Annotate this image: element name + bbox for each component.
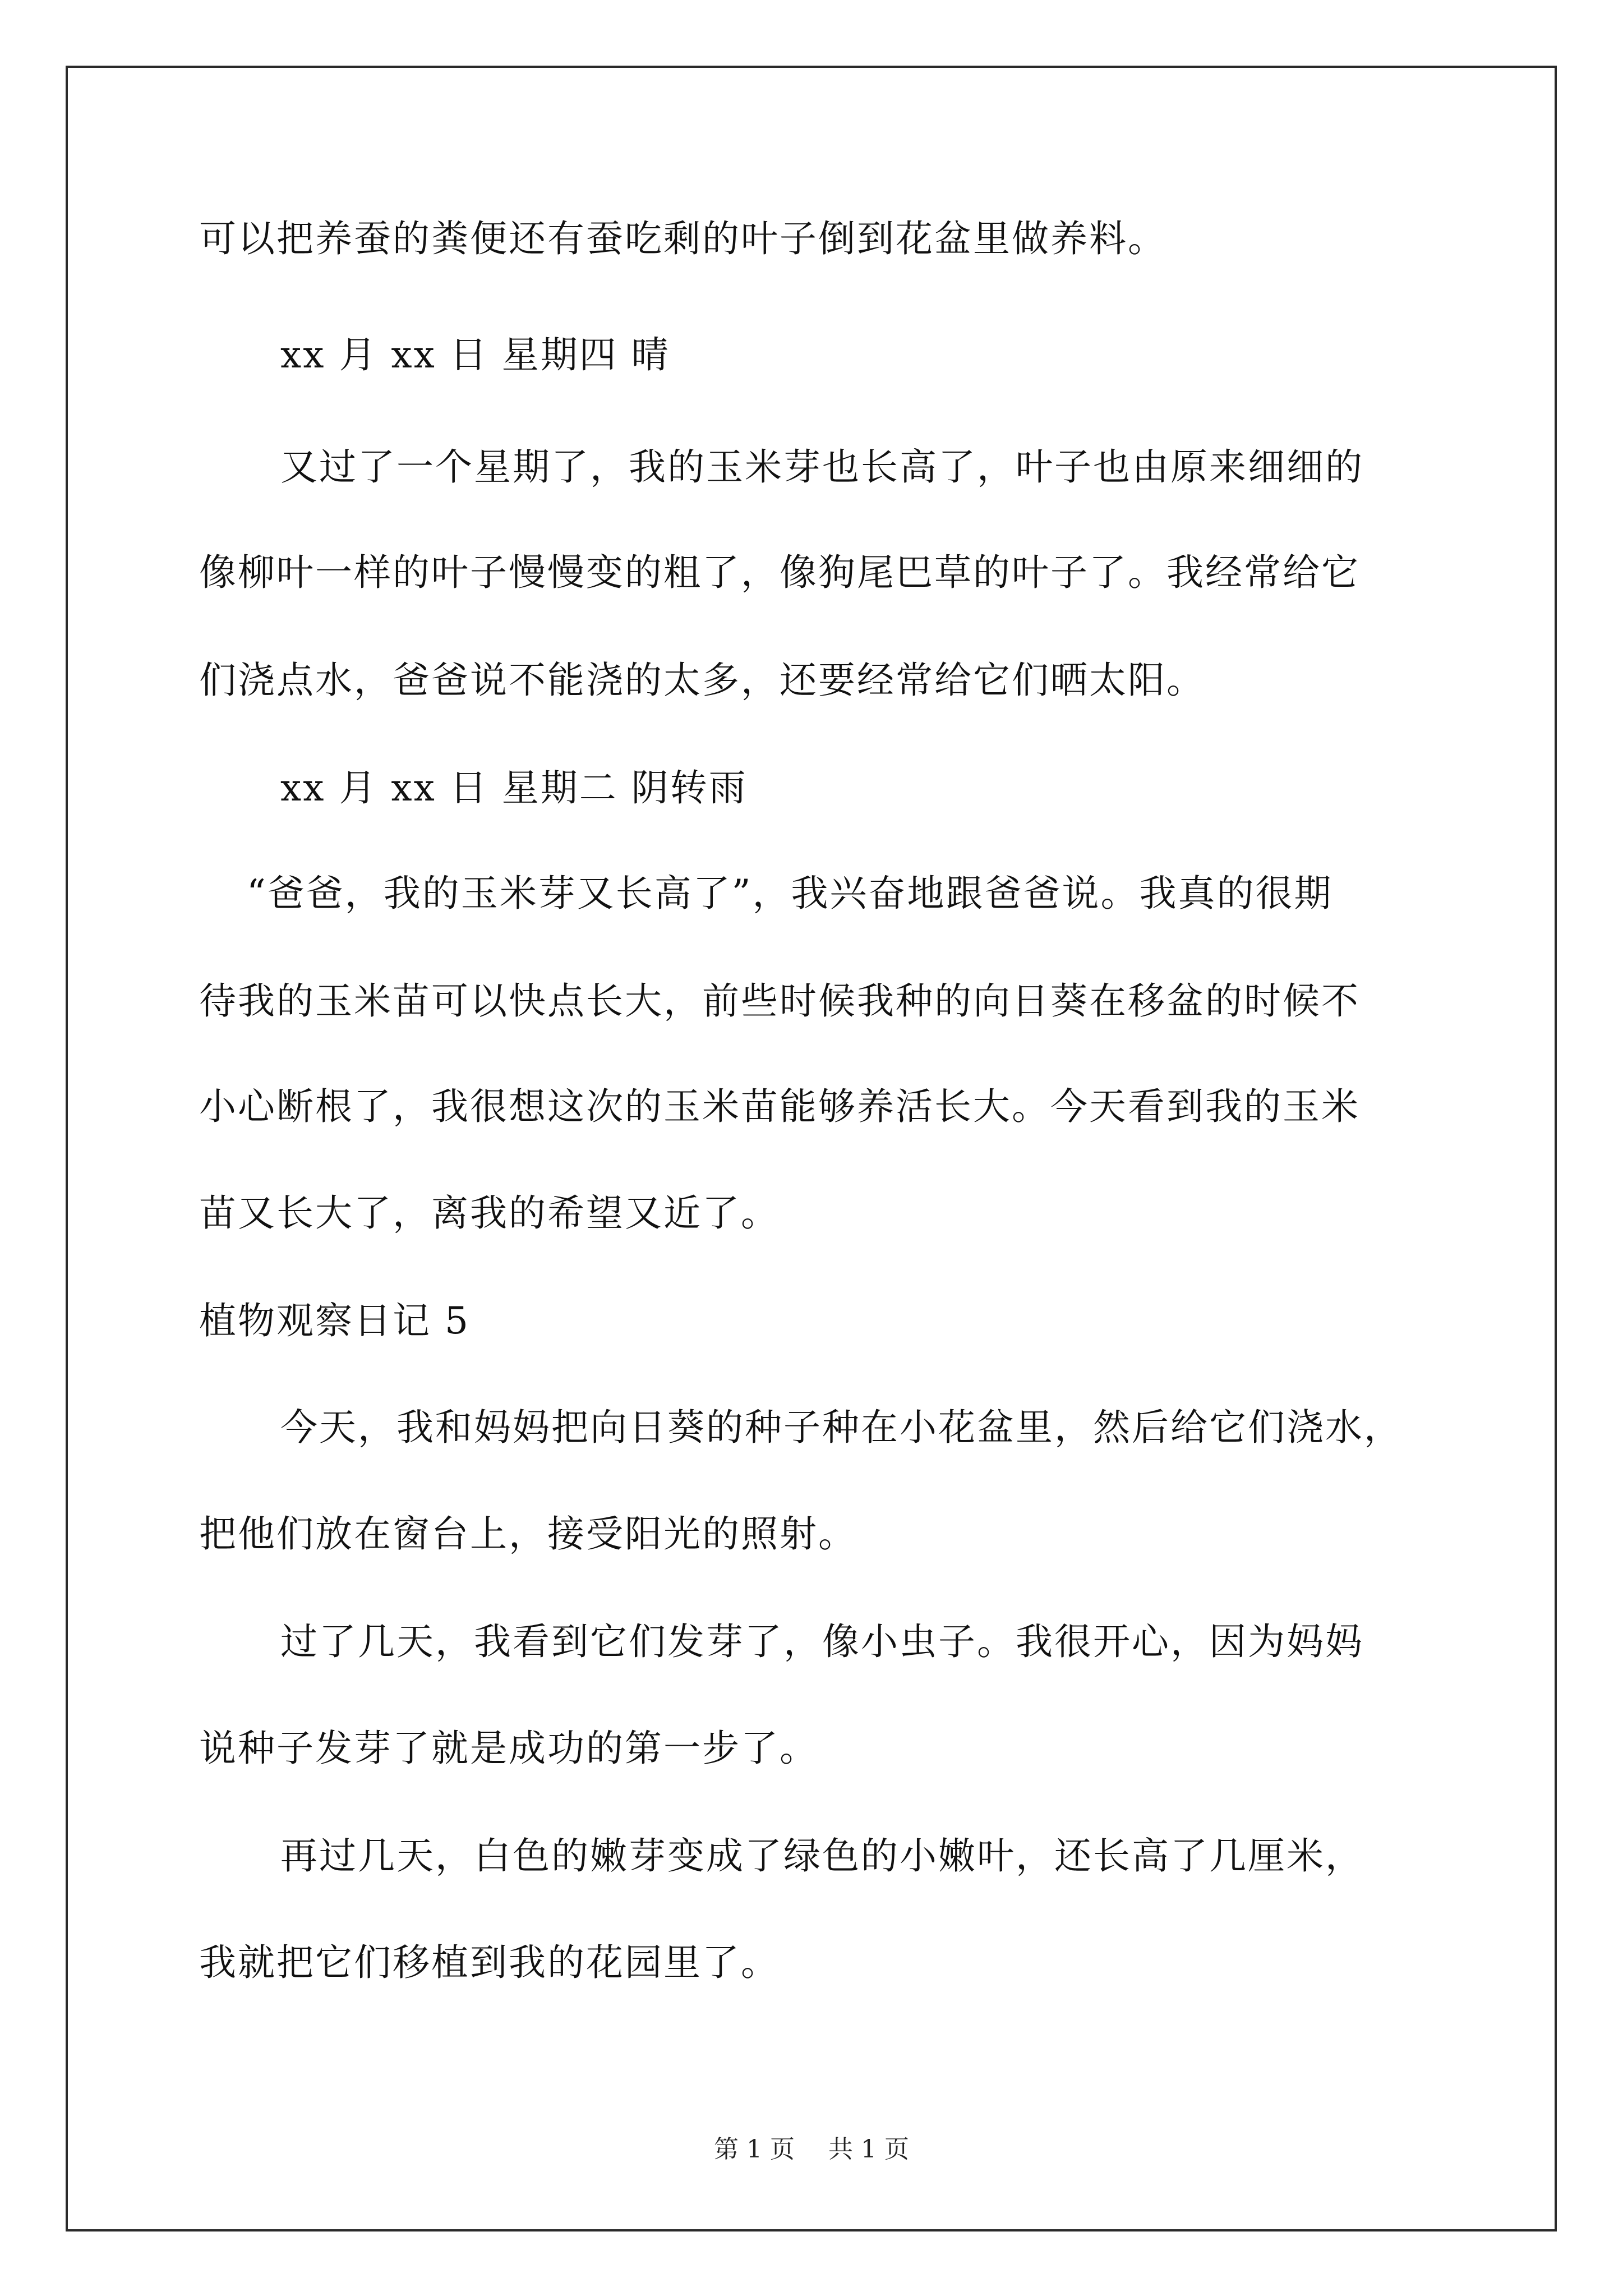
text-line: 小心断根了，我很想这次的玉米苗能够养活长大。今天看到我的玉米 — [199, 1085, 1360, 1128]
text-line: 我就把它们移植到我的花园里了。 — [199, 1941, 780, 1984]
text-line: 可以把养蚕的粪便还有蚕吃剩的叶子倒到花盆里做养料。 — [199, 217, 1166, 260]
page-footer — [0, 2129, 1623, 2165]
text-line: 再过几天，白色的嫩芽变成了绿色的小嫩叶，还长高了几厘米， — [280, 1834, 1364, 1878]
page-total: 共 1 页 — [828, 2135, 909, 2164]
diary-date-heading: xx 月 xx 日 星期二 阴转雨 — [280, 766, 748, 809]
diary-date-heading: xx 月 xx 日 星期四 晴 — [280, 333, 670, 376]
text-line: “爸爸，我的玉米芽又长高了”，我兴奋地跟爸爸说。我真的很期 — [247, 872, 1333, 915]
text-line: 过了几天，我看到它们发芽了，像小虫子。我很开心，因为妈妈 — [280, 1620, 1364, 1663]
page-number: 第 1 页 — [714, 2135, 795, 2164]
text-line: 们浇点水，爸爸说不能浇的太多，还要经常给它们晒太阳。 — [199, 659, 1205, 702]
page-border — [66, 66, 1557, 2231]
text-line: 说种子发芽了就是成功的第一步了。 — [199, 1727, 818, 1770]
text-line: 把他们放在窗台上，接受阳光的照射。 — [199, 1512, 857, 1556]
text-line: 像柳叶一样的叶子慢慢变的粗了，像狗尾巴草的叶子了。我经常给它 — [199, 551, 1360, 594]
text-line: 又过了一个星期了，我的玉米芽也长高了，叶子也由原来细细的 — [280, 445, 1364, 489]
text-line: 苗又长大了，离我的希望又近了。 — [199, 1191, 780, 1235]
section-title: 植物观察日记 5 — [199, 1299, 470, 1342]
text-line: 今天，我和妈妈把向日葵的种子种在小花盆里，然后给它们浇水， — [280, 1406, 1403, 1449]
text-line: 待我的玉米苗可以快点长大，前些时候我种的向日葵在移盆的时候不 — [199, 979, 1360, 1023]
